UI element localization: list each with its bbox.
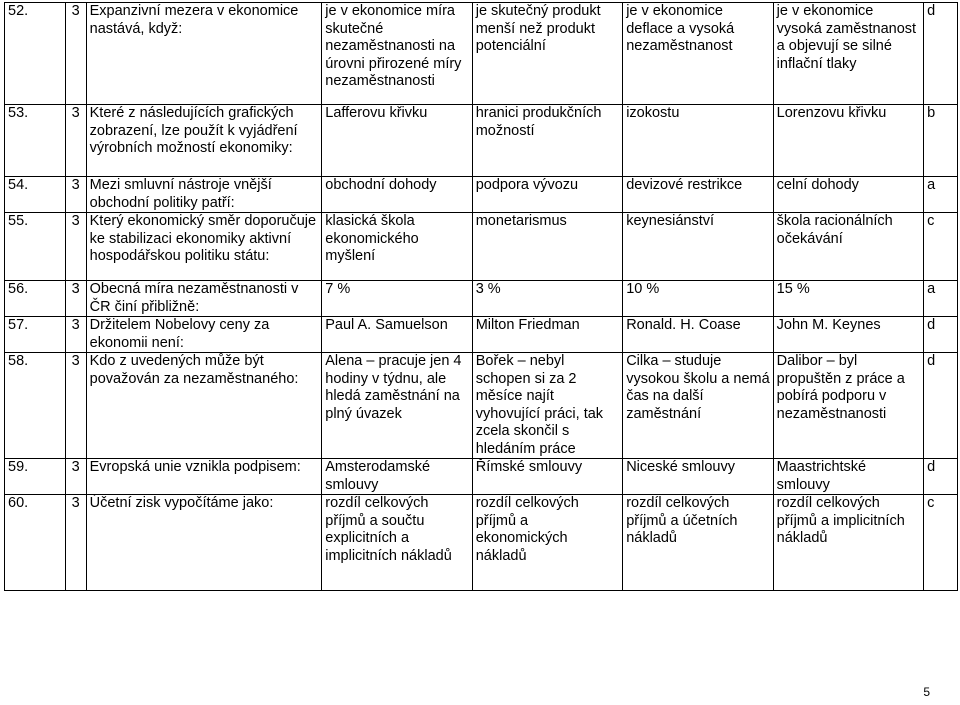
- question-number: 55.: [5, 213, 66, 281]
- option-b: 3 %: [472, 281, 622, 317]
- option-c: rozdíl celkových příjmů a účetních nákladů: [623, 495, 773, 591]
- option-a: Alena – pracuje jen 4 hodiny v týdnu, ale hledá zaměstnání na plný úvazek: [322, 353, 472, 459]
- question-text: Obecná míra nezaměstnanosti v ČR činí přibližně:: [86, 281, 322, 317]
- question-row: [5, 177, 958, 213]
- option-c: Niceské smlouvy: [623, 459, 773, 495]
- question-row: [5, 281, 958, 317]
- question-points: 3: [65, 459, 86, 495]
- question-points: 3: [65, 177, 86, 213]
- correct-answer: d: [924, 459, 958, 495]
- question-number: 54.: [5, 177, 66, 213]
- option-a: Lafferovu křivku: [322, 105, 472, 177]
- option-b: monetarismus: [472, 213, 622, 281]
- question-text: Expanzivní mezera v ekonomice nastává, když:: [86, 3, 322, 105]
- correct-answer: d: [924, 3, 958, 105]
- correct-answer: a: [924, 177, 958, 213]
- question-number: 60.: [5, 495, 66, 591]
- question-number: 56.: [5, 281, 66, 317]
- option-a: Paul A. Samuelson: [322, 317, 472, 353]
- option-d: celní dohody: [773, 177, 923, 213]
- option-c: devizové restrikce: [623, 177, 773, 213]
- question-row: [5, 353, 958, 459]
- question-text: Kdo z uvedených může být považován za nezaměstnaného:: [86, 353, 322, 459]
- correct-answer: d: [924, 317, 958, 353]
- question-points: 3: [65, 495, 86, 591]
- option-a: Amsterodamské smlouvy: [322, 459, 472, 495]
- question-points: 3: [65, 105, 86, 177]
- question-number: 52.: [5, 3, 66, 105]
- correct-answer: c: [924, 213, 958, 281]
- question-points: 3: [65, 213, 86, 281]
- option-c: izokostu: [623, 105, 773, 177]
- option-d: Lorenzovu křivku: [773, 105, 923, 177]
- option-c: 10 %: [623, 281, 773, 317]
- question-points: 3: [65, 3, 86, 105]
- question-row: [5, 459, 958, 495]
- option-b: hranici produkčních možností: [472, 105, 622, 177]
- question-points: 3: [65, 317, 86, 353]
- option-b: Bořek – nebyl schopen si za 2 měsíce najít vyhovující práci, tak zcela skončil s hledáním práce: [472, 353, 622, 459]
- option-a: je v ekonomice míra skutečné nezaměstnanosti na úrovni přirozené míry nezaměstnanosti: [322, 3, 472, 105]
- quiz-table: [4, 2, 958, 591]
- option-d: škola racionálních očekávání: [773, 213, 923, 281]
- question-row: [5, 105, 958, 177]
- question-number: 57.: [5, 317, 66, 353]
- option-d: John M. Keynes: [773, 317, 923, 353]
- question-text: Účetní zisk vypočítáme jako:: [86, 495, 322, 591]
- question-points: 3: [65, 353, 86, 459]
- option-a: 7 %: [322, 281, 472, 317]
- option-a: klasická škola ekonomického myšlení: [322, 213, 472, 281]
- option-d: rozdíl celkových příjmů a implicitních nákladů: [773, 495, 923, 591]
- option-b: je skutečný produkt menší než produkt potenciální: [472, 3, 622, 105]
- question-number: 58.: [5, 353, 66, 459]
- option-d: 15 %: [773, 281, 923, 317]
- question-points: 3: [65, 281, 86, 317]
- option-d: Dalibor – byl propuštěn z práce a pobírá podporu v nezaměstnanosti: [773, 353, 923, 459]
- option-a: obchodní dohody: [322, 177, 472, 213]
- option-c: Ronald. H. Coase: [623, 317, 773, 353]
- question-number: 59.: [5, 459, 66, 495]
- question-row: [5, 3, 958, 105]
- option-b: rozdíl celkových příjmů a ekonomických nákladů: [472, 495, 622, 591]
- correct-answer: c: [924, 495, 958, 591]
- correct-answer: b: [924, 105, 958, 177]
- question-text: Mezi smluvní nástroje vnější obchodní politiky patří:: [86, 177, 322, 213]
- question-text: Které z následujících grafických zobrazení, lze použít k vyjádření výrobních možností ekonomiky:: [86, 105, 322, 177]
- question-number: 53.: [5, 105, 66, 177]
- option-b: Římské smlouvy: [472, 459, 622, 495]
- option-c: Cilka – studuje vysokou školu a nemá čas na další zaměstnání: [623, 353, 773, 459]
- option-d: je v ekonomice vysoká zaměstnanost a objevují se silné inflační tlaky: [773, 3, 923, 105]
- question-text: Který ekonomický směr doporučuje ke stabilizaci ekonomiky aktivní hospodářskou politiku státu:: [86, 213, 322, 281]
- option-c: keynesiánství: [623, 213, 773, 281]
- option-a: rozdíl celkových příjmů a součtu explicitních a implicitních nákladů: [322, 495, 472, 591]
- question-text: Držitelem Nobelovy ceny za ekonomii není:: [86, 317, 322, 353]
- question-row: [5, 213, 958, 281]
- question-row: [5, 495, 958, 591]
- correct-answer: d: [924, 353, 958, 459]
- page-number: 5: [923, 685, 930, 699]
- question-text: Evropská unie vznikla podpisem:: [86, 459, 322, 495]
- option-d: Maastrichtské smlouvy: [773, 459, 923, 495]
- option-c: je v ekonomice deflace a vysoká nezaměstnanost: [623, 3, 773, 105]
- question-row: [5, 317, 958, 353]
- option-b: podpora vývozu: [472, 177, 622, 213]
- correct-answer: a: [924, 281, 958, 317]
- option-b: Milton Friedman: [472, 317, 622, 353]
